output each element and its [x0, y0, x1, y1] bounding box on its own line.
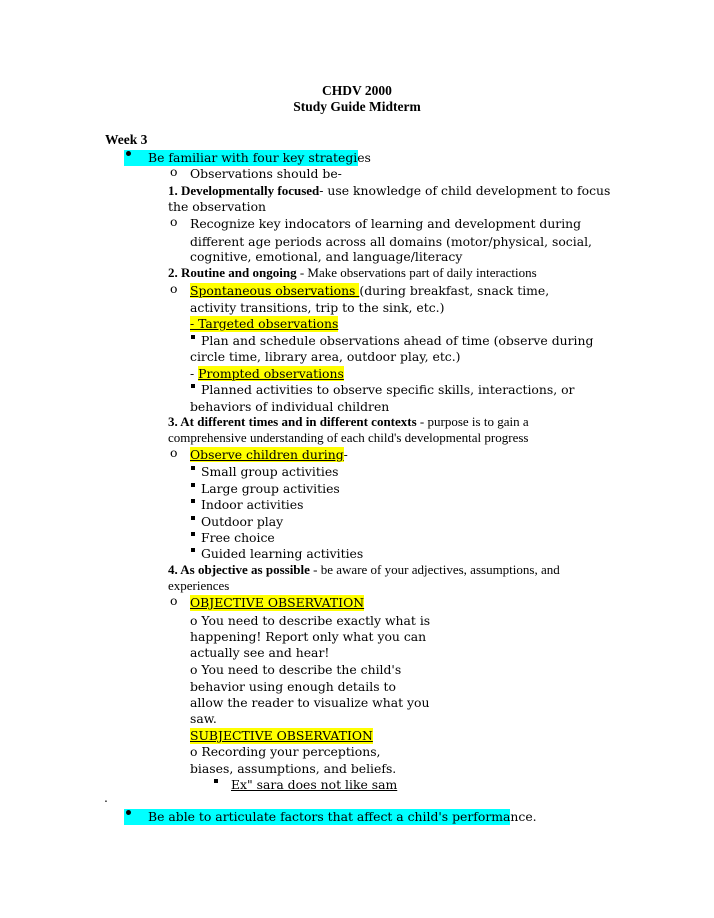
- observations-line: Observations should be-: [190, 166, 342, 181]
- observe-during-line: [190, 447, 348, 463]
- bullet-articulate-factors: Be able to articulate factors that affect a child's performance.: [148, 809, 537, 824]
- objective-line: behavior using enough details to: [190, 679, 396, 694]
- strategy-4-title: 4. As objective as possible: [168, 562, 310, 577]
- strategy-4-cont: experiences: [168, 578, 230, 593]
- spontaneous-cont: activity transitions, trip to the sink, etc.): [190, 300, 445, 315]
- prompted-dash: -: [190, 366, 199, 381]
- square-bullet: [214, 779, 218, 783]
- context-item: Free choice: [201, 530, 275, 545]
- prompted-detail-1: Planned activities to observe specific skills, interactions, or: [201, 382, 575, 397]
- strategy-2-line: [168, 265, 537, 281]
- strategy-4-line: [168, 562, 560, 578]
- context-item: Guided learning activities: [201, 546, 364, 561]
- subjective-heading: SUBJECTIVE OBSERVATION: [190, 728, 373, 743]
- strategy-1-sub-3: cognitive, emotional, and language/literacy: [190, 249, 463, 264]
- context-item: Large group activities: [201, 481, 340, 496]
- bullet-dot: [126, 151, 131, 156]
- objective-line: allow the reader to visualize what you: [190, 695, 430, 710]
- targeted-observations: - Targeted observations: [190, 316, 339, 331]
- o-marker: o: [170, 281, 178, 296]
- bullet-key-strategies: Be familiar with four key strategies: [148, 150, 371, 165]
- strategy-2-title: 2. Routine and ongoing: [168, 265, 297, 280]
- o-marker: o: [170, 445, 178, 460]
- square-bullet: [191, 548, 195, 552]
- objective-heading: OBJECTIVE OBSERVATION: [190, 595, 365, 610]
- bullet-dot: [126, 810, 131, 815]
- prompted-observations: Prompted observations: [198, 366, 344, 381]
- square-bullet: [191, 499, 195, 503]
- strategy-3-text: - purpose is to gain a: [416, 414, 529, 429]
- objective-line: saw.: [190, 711, 217, 726]
- o-marker: o: [170, 164, 178, 179]
- example-text: Ex" sara does not like sam: [231, 777, 398, 792]
- targeted-detail-1: Plan and schedule observations ahead of time (observe during: [201, 333, 594, 348]
- square-bullet: [191, 466, 195, 470]
- subjective-line: biases, assumptions, and beliefs.: [190, 761, 397, 776]
- prompted-detail-2: behaviors of individual children: [190, 399, 390, 414]
- strategy-3-cont: comprehensive understanding of each child's developmental progress: [168, 430, 529, 445]
- spontaneous-line: [190, 283, 549, 299]
- page-subtitle: Study Guide Midterm: [293, 99, 421, 114]
- objective-line: o You need to describe exactly what is: [190, 613, 431, 628]
- square-bullet: [191, 532, 195, 536]
- strategy-3-line: [168, 414, 529, 430]
- strategy-4-text: - be aware of your adjectives, assumptions, and: [309, 562, 560, 577]
- context-item: Outdoor play: [201, 514, 284, 529]
- observe-dash: -: [343, 447, 348, 462]
- prompted-line: [190, 366, 344, 382]
- page-title: CHDV 2000: [322, 83, 392, 98]
- square-bullet: [191, 483, 195, 487]
- strategy-2-text: - Make observations part of daily interactions: [296, 265, 537, 280]
- o-marker: o: [170, 593, 178, 608]
- spontaneous-text: (during breakfast, snack time,: [359, 283, 550, 298]
- strategy-1-line: [168, 183, 610, 199]
- square-bullet: [191, 335, 195, 339]
- stray-period: .: [104, 790, 108, 805]
- strategy-1-cont: the observation: [168, 199, 267, 214]
- square-bullet: [191, 384, 195, 388]
- context-item: Indoor activities: [201, 497, 304, 512]
- strategy-1-sub-2: different age periods across all domains (motor/physical, social,: [190, 234, 592, 249]
- objective-line: o You need to describe the child's: [190, 662, 402, 677]
- objective-line: happening! Report only what you can: [190, 629, 427, 644]
- context-item: Small group activities: [201, 464, 339, 479]
- strategy-3-title: 3. At different times and in different contexts: [168, 414, 417, 429]
- strategy-1-title: 1. Developmentally focused: [168, 183, 320, 198]
- spontaneous-observations: Spontaneous observations: [190, 283, 360, 298]
- square-bullet: [191, 516, 195, 520]
- o-marker: o: [170, 214, 178, 229]
- strategy-1-sub-1: Recognize key indocators of learning and development during: [190, 216, 582, 231]
- targeted-detail-2: circle time, library area, outdoor play, etc.): [190, 349, 461, 364]
- subjective-line: o Recording your perceptions,: [190, 744, 381, 759]
- observe-children-during: Observe children during: [190, 447, 344, 462]
- strategy-1-text: - use knowledge of child development to focus: [319, 183, 611, 198]
- week-heading: Week 3: [105, 132, 148, 147]
- objective-line: actually see and hear!: [190, 645, 330, 660]
